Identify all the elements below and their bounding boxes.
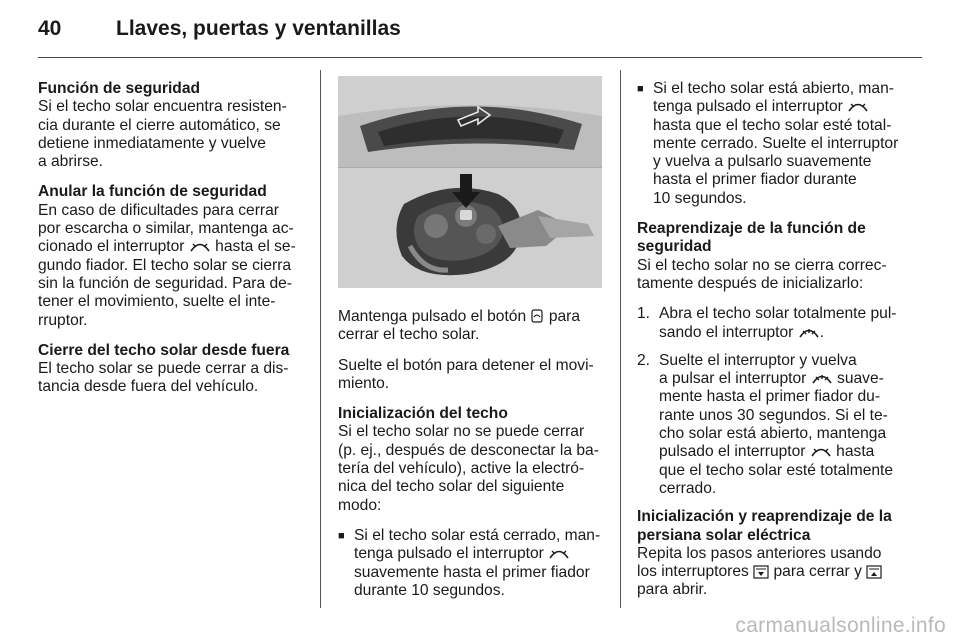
paragraph-relearn-safety: Si el techo solar no se cierra correc- tamente después de inicializarlo: [637, 256, 887, 292]
paragraph-press-button: Mantenga pulsado el botón para cerrar el techo solar. [338, 308, 581, 344]
paragraph-safety-function: Si el techo solar encuentra resisten- cia durante el cierre automático, se detiene inmediatamente y vuelve a abrirse. [38, 98, 287, 171]
page-title: Llaves, puertas y ventanillas [116, 17, 401, 40]
paragraph-close-from-outside: El techo solar se puede cerrar a dis- tancia desde fuera del vehículo. [38, 360, 289, 396]
page-header [38, 17, 922, 49]
sunshade-close-icon [753, 565, 769, 579]
list-item: 2. Suelte el interruptor y vuelva a pulsar el interruptor suave- mente hasta el primer fiador du- rante unos 30 segundos. Si el te- cho solar está abierto, mantenga pulsado el interruptor hasta que el techo solar esté totalmente cerrado. [637, 351, 894, 497]
paragraph-roof-initialization: Si el techo solar no se puede cerrar (p. ej., después de desconectar la ba- tería del vehículo), active la electró- nica del techo solar del siguiente modo: [338, 423, 599, 514]
page-number: 40 [38, 17, 62, 40]
column-middle [338, 308, 604, 612]
heading-safety-function: Función de seguridad [38, 80, 201, 97]
list-item: ■ Si el techo solar está abierto, man- tenga pulsado el interruptor hasta que el techo solar esté total- mente cerrado. Suelte el interruptor y vuelva a pulsarlo suavemente hasta el primer fiador durante 10 segundos. [637, 80, 899, 207]
roof-switch-open-icon [811, 372, 833, 386]
step-number: 1. [637, 305, 651, 323]
roof-switch-close-icon [847, 100, 869, 114]
paragraph-override-safety: En caso de dificultades para cerrar por escarcha o similar, mantenga ac- cionado el interruptor hasta el se- gundo fiador. El techo solar se cierra sin la función de seguridad. Para de- tener el movimiento, suelte el inte- rruptor. [38, 201, 296, 329]
illustration-svg [338, 76, 602, 288]
list-item: 1. Abra el techo solar totalmente pul- sando el interruptor . [637, 305, 897, 341]
heading-relearn-safety: Reaprendizaje de la función de seguridad [637, 220, 866, 256]
key-roof-close-button-icon [530, 308, 544, 324]
paragraph-sunshade-init: Repita los pasos anteriores usando los interruptores para cerrar y para abrir. [637, 544, 882, 599]
heading-roof-initialization: Inicialización del techo [338, 405, 508, 423]
roof-switch-close-icon [810, 445, 832, 459]
heading-close-from-outside: Cierre del techo solar desde fuera [38, 341, 290, 359]
bullet-square-icon: ■ [637, 83, 644, 95]
key-remote-illustration [338, 76, 602, 288]
column-left [38, 80, 306, 409]
heading-override-safety: Anular la función de seguridad [38, 183, 267, 201]
heading-sunshade-init: Inicialización y reaprendizaje de la persiana solar eléctrica [637, 508, 892, 544]
roof-switch-close-icon [189, 240, 211, 254]
watermark: carmanualsonline.info [735, 614, 946, 637]
column-divider-right [620, 70, 621, 608]
bullet-square-icon: ■ [338, 529, 345, 542]
column-divider-left [320, 70, 321, 608]
column-right [637, 80, 907, 612]
roof-switch-close-icon [548, 547, 570, 561]
paragraph-release-button: Suelte el botón para detener el movi- miento. [338, 356, 594, 392]
step-number: 2. [637, 351, 651, 369]
roof-switch-open-icon [798, 326, 820, 340]
list-item: ■ Si el techo solar está cerrado, man- tenga pulsado el interruptor suavemente hasta el primer fiador durante 10 segundos. [338, 526, 601, 599]
header-divider [38, 57, 922, 58]
sunshade-open-icon [866, 565, 882, 579]
